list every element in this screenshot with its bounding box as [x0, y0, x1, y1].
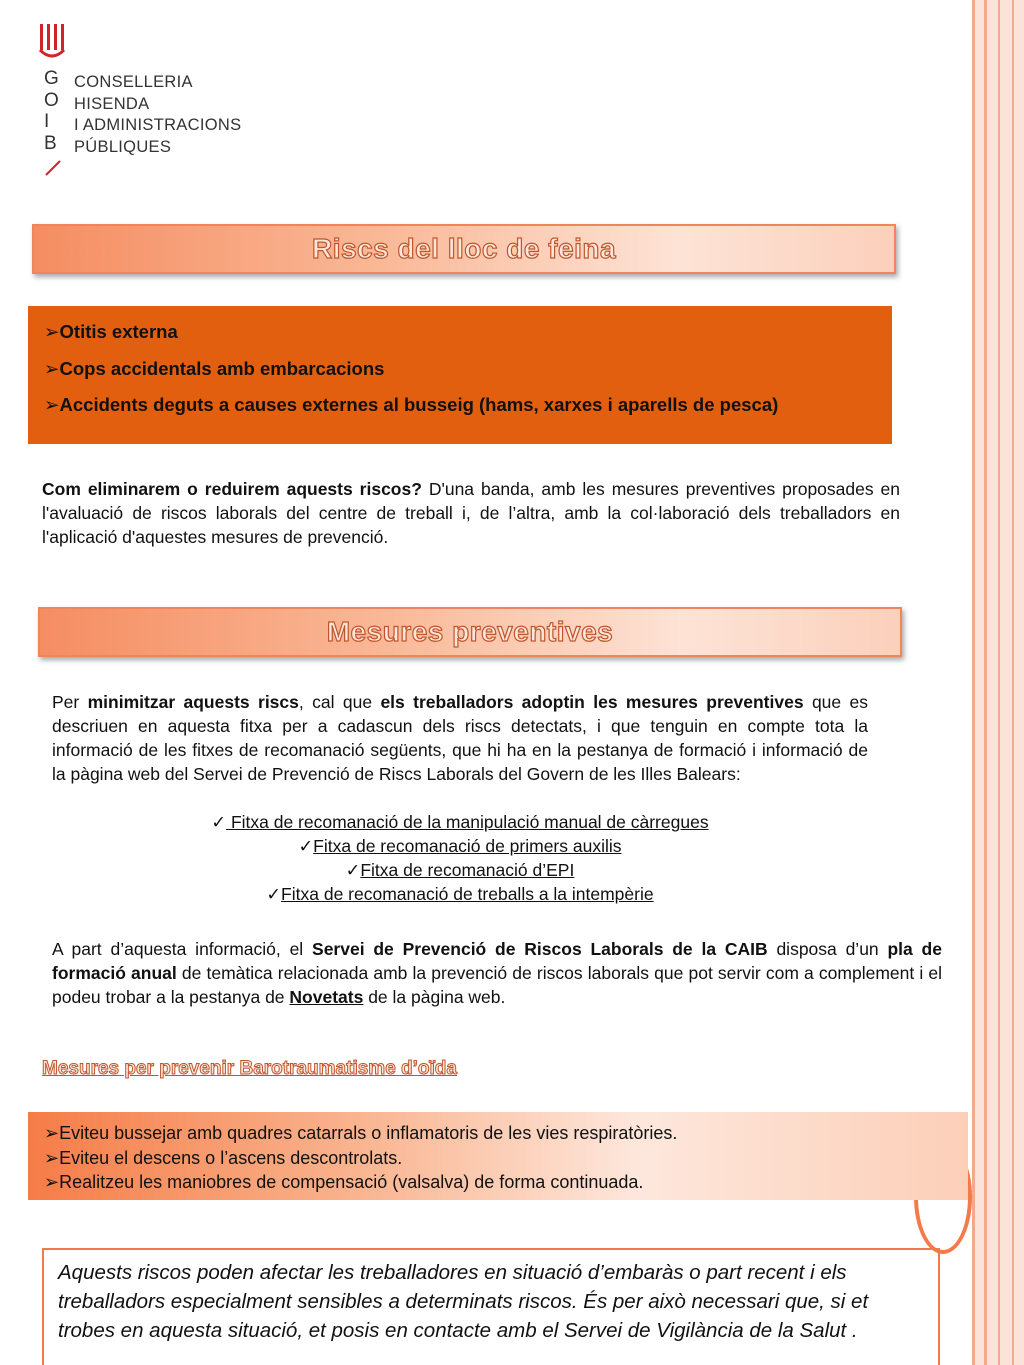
goib-emblem-icon [38, 22, 68, 60]
link-outdoor-work[interactable]: Fitxa de recomanació de treballs a la intempèrie [281, 884, 654, 904]
arrow-bullet-icon: ➢ [44, 1123, 60, 1143]
check-icon: ✓ [211, 812, 227, 832]
list-item: ➢Otitis externa [44, 321, 178, 342]
note-text: Aquests riscos poden afectar les treballadores en situació d’embaràs o part recent i els treballadors especialment sensibles a determinats riscos. És per això necessari que, si et trobes en aquesta situació, et posis en contacte amb el Servei de Vigilància de la Salut . [58, 1261, 869, 1342]
arrow-bullet-icon: ➢ [44, 1147, 60, 1168]
barotrauma-measures-list [28, 1112, 968, 1200]
arrow-bullet-icon: ➢ [44, 1172, 60, 1192]
check-icon: ✓ [345, 860, 361, 880]
list-item: ➢Realitzeu les maniobres de compensació (valsalva) de forma continuada. [44, 1172, 644, 1192]
check-icon: ✓ [298, 836, 314, 856]
page-edge-decoration [972, 0, 1024, 1365]
arrow-bullet-icon: ➢ [44, 394, 60, 415]
logo-slash-icon [44, 157, 62, 177]
link-first-aid[interactable]: Fitxa de recomanació de primers auxilis [313, 836, 622, 856]
risks-list [28, 306, 892, 444]
training-plan-paragraph: A part d’aquesta informació, el Servei de Prevenció de Riscos Laborals de la CAIB disposa d’un pla de formació anual de temàtica relacionada amb la prevenció de riscos laborals que pot servir com a complement i el podeu trobar a la pestanya de Novetats de la pàgina web. [52, 939, 942, 1007]
risk-elimination-paragraph: Com eliminarem o reduirem aquests riscos? D'una banda, amb les mesures preventives proposades en l'avaluació de riscos laborals del centre de treball i, de l’altra, amb la col·laboració dels treballadors en l'aplicació d'aquestes mesures de prevenció. [42, 479, 900, 547]
arrow-bullet-icon: ➢ [44, 357, 60, 379]
arrow-bullet-icon: ➢ [44, 321, 60, 342]
logo-department-name: CONSELLERIA HISENDA I ADMINISTRACIONS PÚBLIQUES [74, 73, 242, 156]
section-title-preventive-measures: Mesures preventives [38, 607, 902, 657]
section-title-risks: Riscs del lloc de feina [32, 224, 896, 274]
link-epi[interactable]: Fitxa de recomanació d’EPI [360, 860, 575, 880]
list-item: ➢Eviteu el descens o l’ascens descontrolats. [44, 1147, 403, 1168]
recommendation-links [52, 810, 868, 906]
link-manual-handling[interactable]: Fitxa de recomanació de la manipulació manual de càrregues [226, 812, 709, 832]
logo-letters: G O I B [44, 68, 59, 154]
section-title-barotrauma: Mesures per prevenir Barotraumatisme d’oïda [42, 1058, 457, 1079]
list-item: ➢Accidents deguts a causes externes al busseig (hams, xarxes i aparells de pesca) [44, 394, 779, 415]
preventive-intro-paragraph: Per minimitzar aquests riscs, cal que els treballadors adoptin les mesures preventives que es descriuen en aquesta fitxa per a cadascun dels riscs detectats, i que tenguin en compte tota la informació de les fitxes de recomanació següents, que hi ha en la pestanya de formació i informació de la pàgina web del Servei de Prevenció de Riscs Laborals del Govern de les Illes Balears: [52, 692, 868, 784]
list-item: ➢Cops accidentals amb embarcacions [44, 357, 385, 379]
novetats-link[interactable]: Novetats [289, 987, 364, 1007]
health-surveillance-note [42, 1248, 940, 1365]
check-icon: ✓ [266, 884, 282, 904]
list-item: ➢Eviteu bussejar amb quadres catarrals o inflamatoris de les vies respiratòries. [44, 1123, 678, 1143]
